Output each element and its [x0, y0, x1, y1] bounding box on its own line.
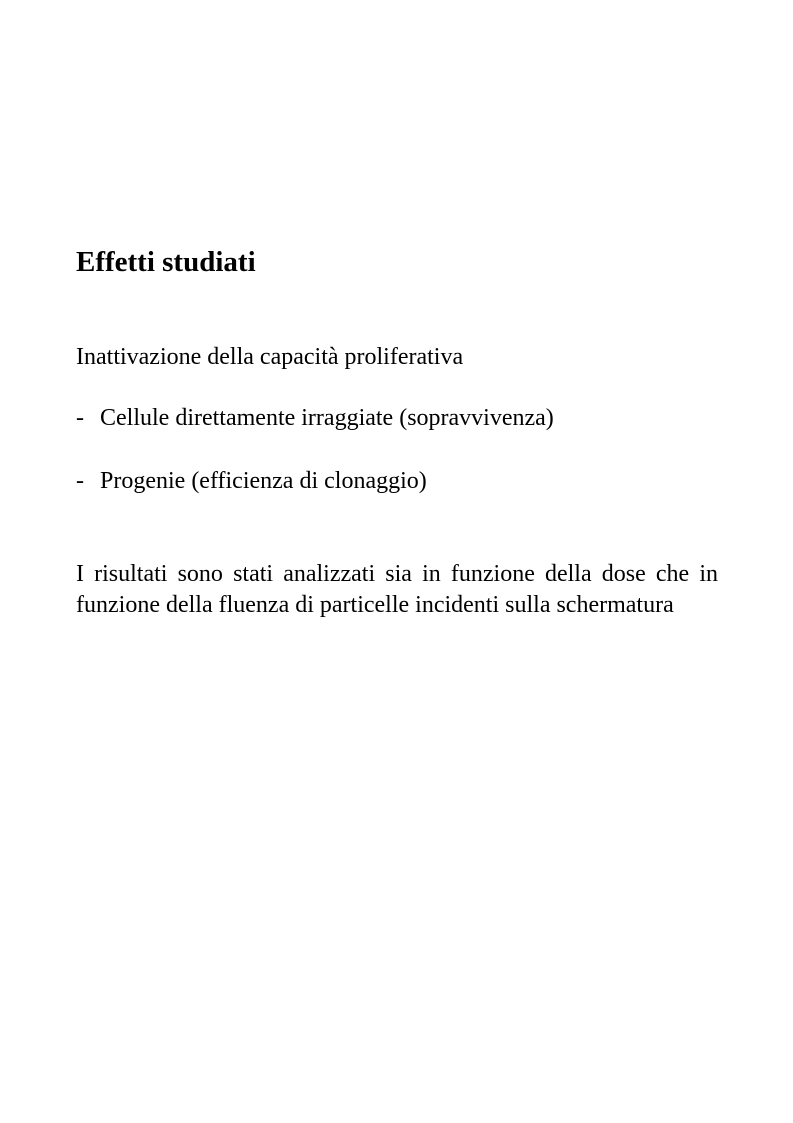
results-paragraph: I risultati sono stati analizzati sia in funzione della dose che in funzione della fluenza di particelle incidenti sulla schermatura: [76, 561, 718, 618]
list-item: [76, 403, 554, 433]
page-title: Effetti studiati: [76, 246, 256, 278]
intro-text: Inattivazione della capacità proliferativa: [76, 344, 464, 370]
list-item-text: Progenie (efficienza di clonaggio): [100, 468, 427, 494]
bullet-dash: -: [76, 405, 84, 431]
list-item: [76, 466, 427, 496]
bullet-dash: -: [76, 468, 84, 494]
list-item-text: Cellule direttamente irraggiate (sopravvivenza): [100, 405, 554, 431]
